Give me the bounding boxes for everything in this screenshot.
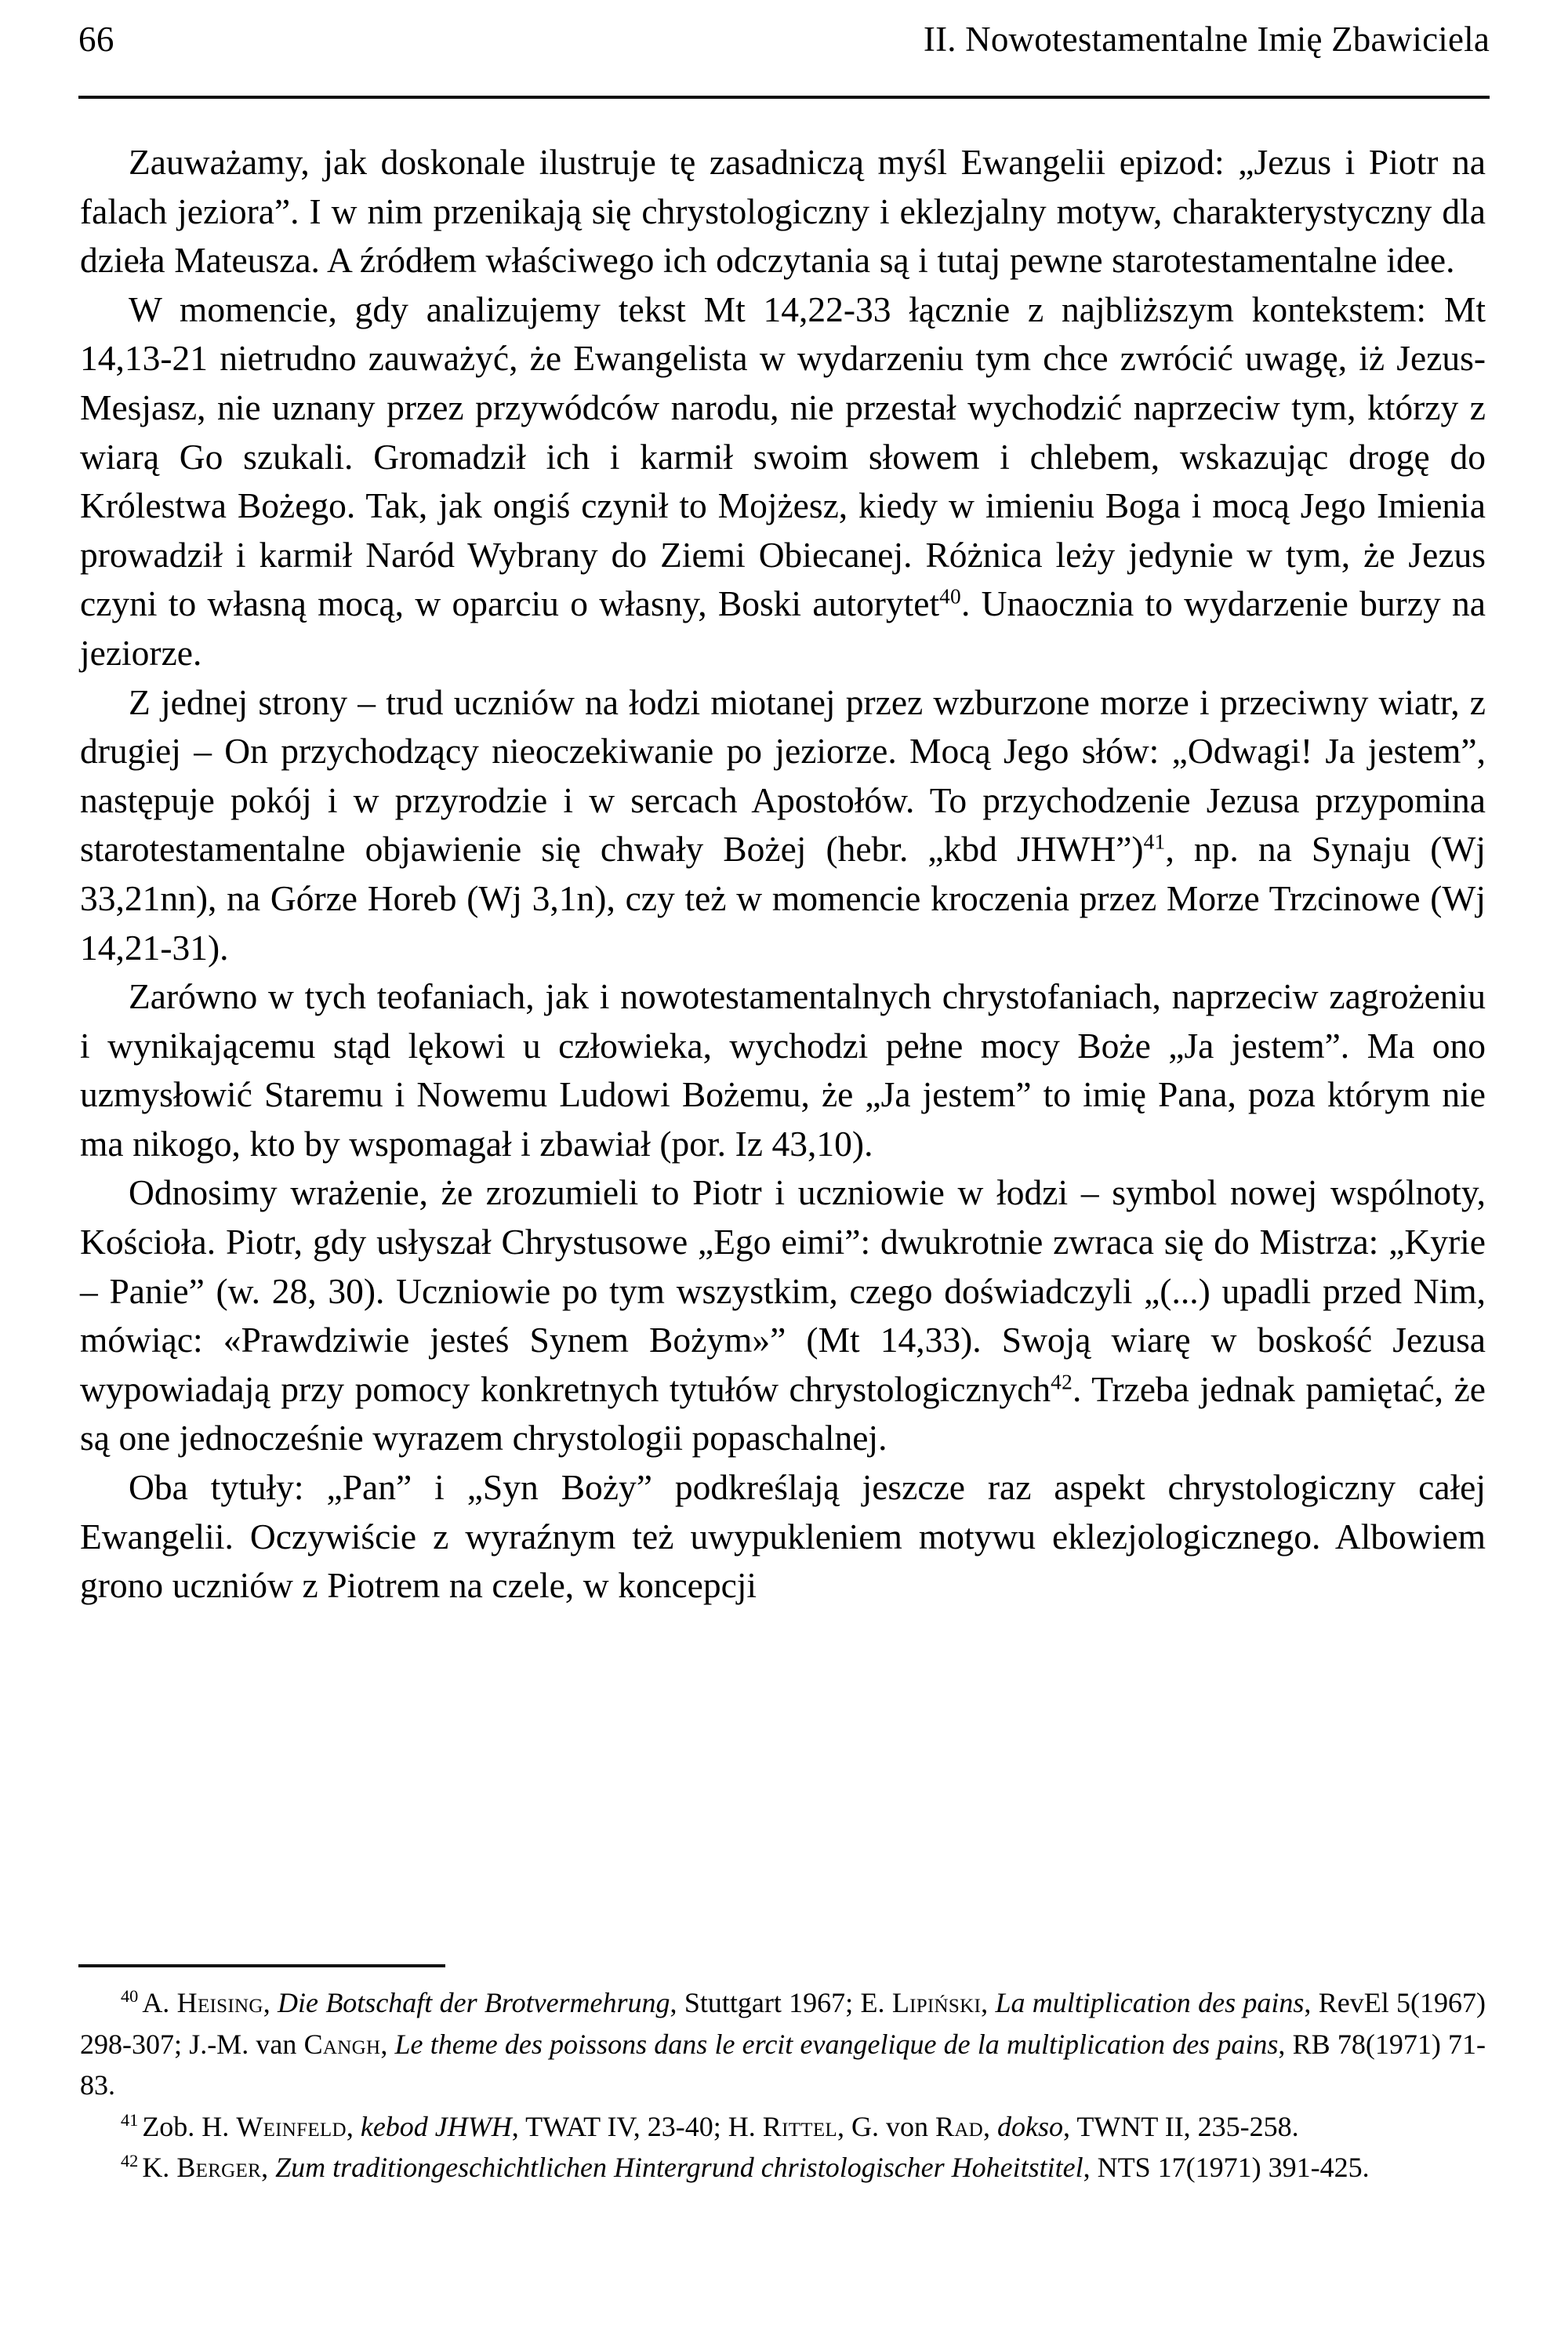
footnotes-block xyxy=(80,1982,1486,2189)
footnote-segment-smallcaps: Rittel xyxy=(762,2110,838,2142)
footnote-segment-smallcaps: Lipiński xyxy=(891,1987,982,2018)
footnote-segment-italic: Die Botschaft der Brotvermehrung xyxy=(278,1987,670,2018)
footnote-segment-italic: Le theme des poissons dans le ercit evangelique de la multiplication des pains xyxy=(394,2028,1279,2060)
paragraph-text: Zauważamy, jak doskonale ilustruje tę zasadniczą myśl Ewangelii epizod: „Jezus i Piotr na falach jeziora”. I w nim przenikają się chrystologiczny i eklezjalny motyw, charakterystyczny dla dzieła Mateusza. A źródłem właściwego ich odczytania są i tutaj pewne starotestamentalne idee. xyxy=(80,142,1486,281)
scan-bottom-edge xyxy=(0,2319,1568,2332)
footnote-reference-40[interactable]: 40 xyxy=(939,585,961,609)
header-rule xyxy=(78,96,1490,99)
footnote-segment-smallcaps: Rad xyxy=(935,2110,984,2142)
footnote-segment-italic: Zum traditiongeschichtlichen Hintergrund christologischer Hoheitstitel xyxy=(275,2152,1083,2183)
footnote-40 xyxy=(80,1982,1486,2106)
footnote-segment-roman: Zob. H. xyxy=(142,2110,237,2142)
footnote-reference-42[interactable]: 42 xyxy=(1051,1370,1073,1394)
body-paragraph xyxy=(80,1463,1486,1611)
footnote-segment-roman: , xyxy=(981,1987,996,2018)
body-paragraph xyxy=(80,285,1486,678)
footnote-segment-roman: , xyxy=(261,2152,276,2183)
footnote-41 xyxy=(80,2106,1486,2148)
paragraph-text-cont: . Unaocznia to wydarzenie burzy na jeziorze. xyxy=(80,583,1486,673)
body-paragraph xyxy=(80,678,1486,973)
paragraph-text: Odnosimy wrażenie, że zrozumieli to Piotr i uczniowie w łodzi – symbol nowej wspólnoty, Kościoła. Piotr, gdy usłyszał Chrystusowe „Ego eimi”: dwukrotnie zwraca się do Mistrza: „Kyrie – Panie” (w. 28, 30). Uczniowie po tym wszystkim, czego doświadczyli „(...) upadli przed Nim, mówiąc: «Prawdziwie jesteś Synem Bożym»” (Mt 14,33). Swoją wiarę w boskość Jezusa wypowiadają przy pomocy konkretnych tytułów chrystologicznych xyxy=(80,1172,1486,1409)
footnote-segment-roman: K. xyxy=(142,2152,177,2183)
footnote-marker-40: 40 xyxy=(121,1986,139,2007)
footnote-segment-roman: , TWAT IV, 23-40; H. xyxy=(511,2110,763,2142)
footnote-marker-41: 41 xyxy=(121,2109,139,2130)
page-number: 66 xyxy=(78,20,114,59)
footnote-separator-rule xyxy=(78,1964,445,1967)
footnote-segment-roman: , xyxy=(983,2110,998,2142)
paragraph-text: Oba tytuły: „Pan” i „Syn Boży” podkreślają jeszcze raz aspekt chrystologiczny całej Ewangelii. Oczywiście z wyraźnym też uwypukleniem motywu eklezjologicznego. Albowiem grono uczniów z Piotrem na czele, w koncepcji xyxy=(80,1467,1486,1606)
footnote-segment-roman: , xyxy=(380,2028,395,2060)
running-head xyxy=(78,22,1490,82)
footnote-segment-smallcaps: Berger xyxy=(176,2152,262,2183)
paragraph-text-cont: . Trzeba jednak pamiętać, że są one jednocześnie wyrazem chrystologii popaschalnej. xyxy=(80,1368,1486,1458)
footnote-42 xyxy=(80,2147,1486,2189)
footnote-reference-41[interactable]: 41 xyxy=(1143,830,1166,855)
running-head-title: II. Nowotestamentalne Imię Zbawiciela xyxy=(923,20,1490,59)
footnote-segment-smallcaps: Cangh xyxy=(303,2028,381,2060)
footnote-segment-italic: dokso xyxy=(997,2110,1064,2142)
footnote-marker-42: 42 xyxy=(121,2151,139,2171)
footnote-segment-roman: , TWNT II, 235-258. xyxy=(1063,2110,1299,2142)
footnote-segment-smallcaps: Weinfeld xyxy=(236,2110,347,2142)
footnote-segment-roman: , RevEl 5(1967) 298-307; J.-M. van xyxy=(80,1987,1486,2060)
body-paragraph xyxy=(80,972,1486,1168)
body-text-column xyxy=(80,138,1486,1611)
footnote-segment-roman: , xyxy=(346,2110,361,2142)
body-paragraph xyxy=(80,1168,1486,1463)
footnote-segment-roman: , Stuttgart 1967; E. xyxy=(670,1987,892,2018)
footnote-segment-smallcaps: Heising xyxy=(176,1987,263,2018)
paragraph-text: Zarówno w tych teofaniach, jak i nowotestamentalnych chrystofaniach, naprzeciw zagrożeniu i wynikającemu stąd lękowi u człowieka, wychodzi pełne mocy Boże „Ja jestem”. Ma ono uzmysłowić Staremu i Nowemu Ludowi Bożemu, że „Ja jestem” to imię Pana, poza którym nie ma nikogo, kto by wspomagał i zbawiał (por. Iz 43,10). xyxy=(80,976,1486,1164)
footnote-segment-roman: , G. von xyxy=(837,2110,936,2142)
footnote-segment-italic: La multiplication des pains xyxy=(995,1987,1305,2018)
footnote-segment-roman: , xyxy=(263,1987,278,2018)
body-paragraph xyxy=(80,138,1486,285)
footnote-segment-roman: A. xyxy=(142,1987,177,2018)
footnote-segment-roman: , NTS 17(1971) 391-425. xyxy=(1083,2152,1370,2183)
paragraph-text-cont: , np. na Synaju (Wj 33,21nn), na Górze Horeb (Wj 3,1n), czy też w momencie kroczenia przez Morze Trzcinowe (Wj 14,21-31). xyxy=(80,829,1486,968)
paragraph-text: Z jednej strony – trud uczniów na łodzi miotanej przez wzburzone morze i przeciwny wiatr, z drugiej – On przychodzący nieoczekiwanie po jeziorze. Mocą Jego słów: „Odwagi! Ja jestem”, następuje pokój i w przyrodzie i w sercach Apostołów. To przychodzenie Jezusa przypomina starotestamentalne objawienie się chwały Bożej (hebr. „kbd JHWH”) xyxy=(80,681,1486,870)
footnote-segment-roman: , RB 78(1971) 71-83. xyxy=(80,2028,1486,2101)
paragraph-text: W momencie, gdy analizujemy tekst Mt 14,22-33 łącznie z najbliższym kontekstem: Mt 14,13-21 nietrudno zauważyć, że Ewangelista w wydarzeniu tym chce zwrócić uwagę, iż Jezus- Mesjasz, nie uznany przez przywódców narodu, nie przestał wychodzić naprzeciw tym, którzy z wiarą Go szukali. Gromadził ich i karmił swoim słowem i chlebem, wskazując drogę do Królestwa Bożego. Tak, jak ongiś czynił to Mojżesz, kiedy w imieniu Boga i mocą Jego Imienia prowadził i karmił Naród Wybrany do Ziemi Obiecanej. Różnica leży jedynie w tym, że Jezus czyni to własną mocą, w oparciu o własny, Boski autorytet xyxy=(80,289,1486,624)
footnote-segment-italic: kebod JHWH xyxy=(360,2110,512,2142)
